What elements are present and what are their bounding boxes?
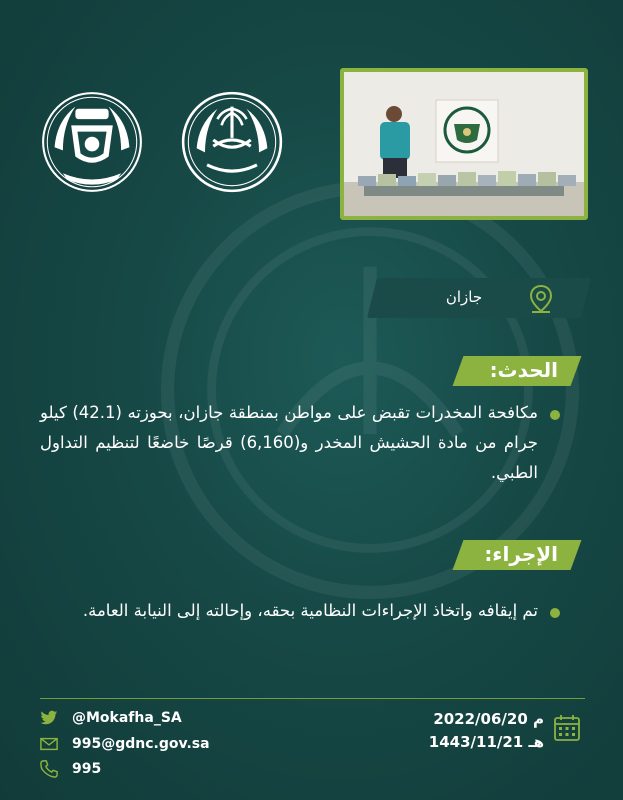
event-heading: الحدث:: [489, 358, 558, 382]
phone-icon: [40, 760, 58, 778]
gregorian-date: 2022/06/20 م: [433, 710, 544, 728]
seizure-photo: [344, 72, 584, 216]
event-bullet: [550, 410, 560, 420]
photo-frame: [340, 68, 588, 220]
event-text: مكافحة المخدرات تقبض على مواطن بمنطقة جازان، بحوزته (42.1) كيلو جرام من مادة الحشيش المخدر و(6,160) قرصًا خاضعًا لتنظيم التداول الطبي.: [40, 403, 538, 482]
photo-illustration: [344, 72, 584, 216]
phone-number: 995: [72, 761, 102, 777]
hijri-date: 1443/11/21 هـ: [428, 733, 544, 751]
procedure-bullet: [550, 608, 560, 618]
procedure-text: تم إيقافه واتخاذ الإجراءات النظامية بحقه، وإحالته إلى النيابة العامة.: [82, 601, 538, 620]
location-pin-icon: [528, 284, 554, 314]
procedure-heading: الإجراء:: [484, 542, 558, 566]
email-address: 995@gdnc.gov.sa: [72, 736, 210, 752]
phone-contact[interactable]: [40, 760, 101, 778]
email-icon: [40, 737, 58, 751]
twitter-contact[interactable]: [40, 710, 182, 726]
location-name: جازان: [445, 288, 483, 306]
twitter-icon: [40, 710, 58, 726]
gdnc-emblem-logo: [40, 90, 144, 194]
ministry-emblem-logo: [180, 90, 284, 194]
calendar-icon: [553, 714, 581, 742]
logos: [40, 90, 284, 194]
footer-divider: [40, 698, 585, 699]
twitter-handle: @Mokafha_SA: [72, 710, 182, 726]
email-contact[interactable]: [40, 736, 210, 752]
